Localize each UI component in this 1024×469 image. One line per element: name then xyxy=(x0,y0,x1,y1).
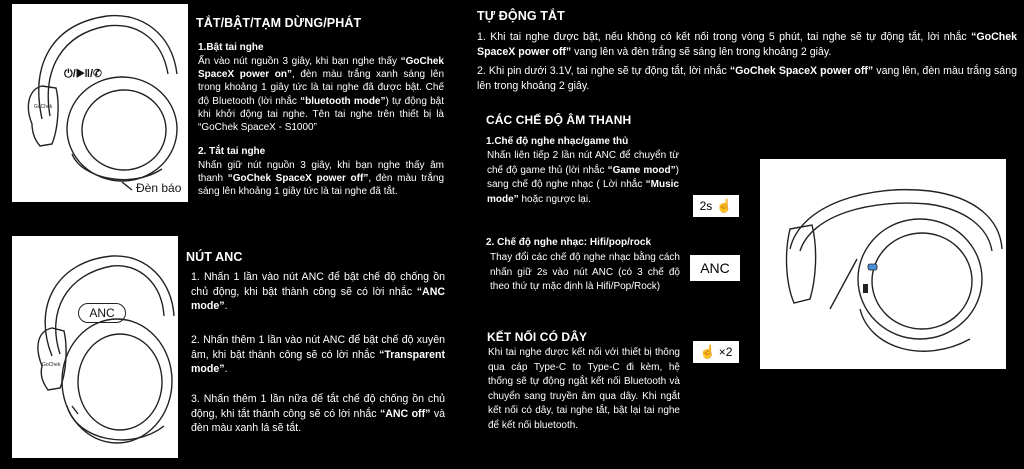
auto-off-step-2: 2. Khi pin dưới 3.1V, tai nghe sẽ tự động tắt, lời nhắc “GoChek SpaceX power off” vang lên, đèn màu trắng sáng lên trong khoảng 2 giây. xyxy=(477,65,1017,92)
double-tap-label: ☝ ×2 xyxy=(693,341,739,363)
finger-tap-icon: ☝ xyxy=(716,198,733,213)
power-off-text: Nhấn giữ nút nguồn 3 giây, khi bạn nghe thấy âm thanh “GoChek SpaceX power off”, đèn màu trắng sáng lên khoảng 1 giây tức là tai nghe đã tắt. xyxy=(198,160,445,198)
power-headphone-illustration xyxy=(12,4,188,202)
finger-tap-icon-2: ☝ xyxy=(699,344,716,359)
anc-step-2: 2. Nhấn thêm 1 lần vào nút ANC để bật chế độ xuyên âm, khi bật thành công sẽ có lời nhắc “Transparent mode”. xyxy=(191,334,445,376)
power-title: TẮT/BẬT/TẠM DỪNG/PHÁT xyxy=(196,16,362,30)
power-on-text: Ấn vào nút nguồn 3 giây, khi bạn nghe thấy “GoChek SpaceX power on”, đèn màu trắng xanh sáng lên trong khoảng 1 giây tức là tai nghe đã được bật. Chế độ Bluetooth (lời nhắc “bluetooth mode”) tự động bật khi khởi động tai nghe. Tên tai nghe trên thiết bị là “GoChek SpaceX - S1000” xyxy=(198,56,445,134)
music-game-mode-text: Nhấn liên tiếp 2 lần nút ANC để chuyển từ chế độ game thủ (lời nhắc “Game mood”) sang chế độ nghe nhạc ( Lời nhắc “Music mode” hoặc ngược lại. xyxy=(487,150,679,205)
wired-text: Khi tai nghe được kết nối với thiết bị thông qua cáp Type-C to Type-C đi kèm, hệ thống sẽ tự động ngắt kết nối Bluetooth và chuyển sang truyền âm qua dây. Khi ngắt kết nối có dây, tai nghe tắt, bật lại tai nghe để kết nối bluetooth. xyxy=(488,347,680,431)
power-off-title: 2. Tắt tai nghe xyxy=(198,146,266,157)
auto-off-step-1: 1. Khi tai nghe được bật, nếu không có kết nối trong vòng 5 phút, tai nghe sẽ tự động tắt, lời nhắc “GoChek SpaceX power off” vang lên và đèn trắng sẽ sáng lên trong khoảng 2 giây. xyxy=(477,31,1017,58)
power-on-title: 1.Bật tai nghe xyxy=(198,42,264,53)
anc-step-1: 1. Nhấn 1 lần vào nút ANC để bật chế độ chống ồn chủ động, khi bật thành công sẽ có lời nhắc “ANC mode”. xyxy=(191,271,445,313)
anc-label: ANC xyxy=(690,255,740,281)
svg-text:GoChek: GoChek xyxy=(42,362,61,368)
wired-title: KẾT NỐI CÓ DÂY xyxy=(487,330,588,344)
anc-button-callout: ANC xyxy=(78,303,126,323)
sound-modes-title: CÁC CHẾ ĐỘ ÂM THANH xyxy=(486,113,632,127)
anc-button-closeup-illustration xyxy=(760,159,1006,369)
anc-step-3: 3. Nhấn thêm 1 lần nữa để tắt chế độ chống ồn chủ động, khi tắt thành công sẽ có lời nhắc “ANC off” và đèn màu xanh lá sẽ tắt. xyxy=(191,393,446,435)
eq-mode-text: Thay đổi các chế độ nghe nhạc bằng cách nhấn giữ 2s vào nút ANC (có 3 chế độ theo thứ tự mặc định là Hifi/Pop/Rock) xyxy=(490,252,680,293)
anc-headphone-illustration xyxy=(12,236,178,458)
power-button-icons: ⏻/▶ǁ/✆ xyxy=(64,68,102,80)
eq-mode-title: 2. Chế độ nghe nhạc: Hifi/pop/rock xyxy=(486,237,652,248)
hold-2s-label: 2s ☝ xyxy=(693,195,739,217)
auto-off-title: TỰ ĐỘNG TẮT xyxy=(477,9,565,23)
music-game-mode-title: 1.Chế độ nghe nhạc/game thủ xyxy=(486,136,629,147)
led-label: Đèn báo xyxy=(136,181,182,195)
svg-text:GoChek: GoChek xyxy=(34,104,53,110)
anc-title: NÚT ANC xyxy=(186,250,243,264)
